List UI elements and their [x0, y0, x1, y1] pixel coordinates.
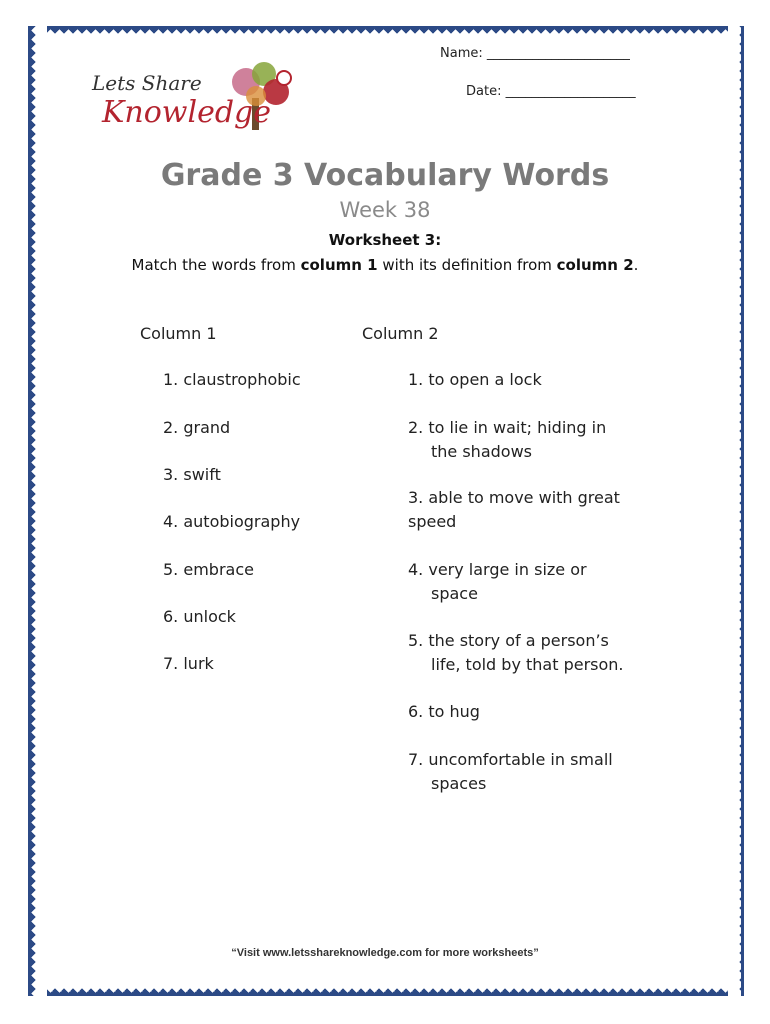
column-2-item: 6. to hug [408, 702, 480, 721]
worksheet-number: Worksheet 3: [328, 231, 442, 249]
column-1-item: 7. lurk [163, 654, 214, 673]
svg-text:Knowledge: Knowledge [102, 95, 271, 130]
page-border-top [28, 26, 744, 51]
column-2-item: 4. very large in size or space [408, 560, 587, 603]
column-1-item: 3. swift [163, 465, 221, 484]
column-1-item: 6. unlock [163, 607, 236, 626]
column-1-heading: Column 1 [140, 324, 217, 343]
column-2-item: 1. to open a lock [408, 370, 542, 389]
date-field: Date: ____________________ [466, 84, 636, 99]
column-2-heading: Column 2 [362, 324, 439, 343]
page-border-bottom [28, 974, 744, 996]
column-1-item: 2. grand [163, 418, 231, 437]
svg-text:Lets Share: Lets Share [92, 71, 202, 95]
column-2-item: 2. to lie in wait; hiding in the shadows [408, 418, 607, 461]
instructions: Match the words from column 1 with its definition from column 2. [131, 256, 639, 274]
worksheet-title: Grade 3 Vocabulary Words [160, 158, 610, 193]
week-label: Week 38 [339, 198, 431, 222]
name-field: Name: ______________________ [440, 46, 630, 61]
column-1-item: 1. claustrophobic [163, 370, 301, 389]
column-1-item: 5. embrace [163, 560, 254, 579]
column-2-item: 5. the story of a person’s life, told by that person. [408, 631, 624, 674]
column-2-item: 3. able to move with great speed [408, 488, 620, 531]
lets-share-knowledge-logo [88, 60, 308, 132]
footer-note: “Visit www.letsshareknowledge.com for more worksheets” [231, 947, 539, 959]
column-1-item: 4. autobiography [163, 512, 301, 531]
column-2-item: 7. uncomfortable in small spaces [408, 750, 613, 793]
